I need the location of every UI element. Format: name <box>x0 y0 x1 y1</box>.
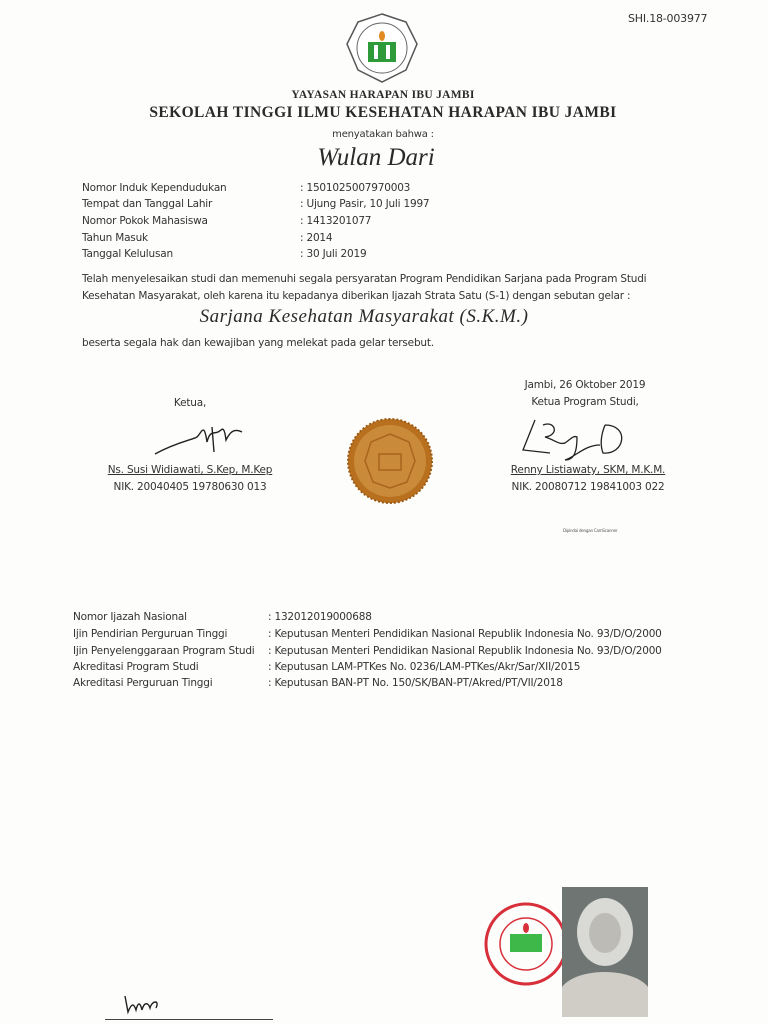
detail-value: : 1501025007970003 <box>300 182 411 194</box>
detail-label: Nomor Pokok Mahasiswa <box>82 215 208 227</box>
registry-label: Nomor Ijazah Nasional <box>73 611 187 623</box>
left-signatory-nik: NIK. 20040405 19780630 013 <box>113 481 267 493</box>
institution-name: SEKOLAH TINGGI ILMU KESEHATAN HARAPAN IBU JAMBI <box>149 104 617 121</box>
registry-value: : Keputusan Menteri Pendidikan Nasional Republik Indonesia No. 93/D/O/2000 <box>268 645 662 657</box>
foundation-name: YAYASAN HARAPAN IBU JAMBI <box>291 89 475 101</box>
detail-value: : 30 Juli 2019 <box>300 248 367 260</box>
statement-line-1: Telah menyelesaikan studi dan memenuhi segala persyaratan Program Pendidikan Sarjana pada Program Studi <box>82 273 647 285</box>
registry-label: Akreditasi Perguruan Tinggi <box>73 677 213 689</box>
registry-value: : Keputusan BAN-PT No. 150/SK/BAN-PT/Akred/PT/VII/2018 <box>268 677 563 689</box>
registry-label: Ijin Pendirian Perguruan Tinggi <box>73 628 228 640</box>
institution-logo <box>344 12 420 89</box>
right-signature <box>515 415 630 470</box>
red-stamp <box>484 902 568 991</box>
declares-text: menyatakan bahwa : <box>332 129 434 140</box>
registry-value: : Keputusan Menteri Pendidikan Nasional Republik Indonesia No. 93/D/O/2000 <box>268 628 662 640</box>
graduate-name: Wulan Dari <box>317 144 435 171</box>
right-signatory-nik: NIK. 20080712 19841003 022 <box>511 481 665 493</box>
degree-title: Sarjana Kesehatan Masyarakat (S.K.M.) <box>199 306 529 327</box>
scanner-note: Dipindai dengan CamScanner <box>563 528 618 533</box>
graduate-photo <box>562 887 648 1017</box>
registry-label: Akreditasi Program Studi <box>73 661 199 673</box>
detail-label: Nomor Induk Kependudukan <box>82 182 227 194</box>
detail-value: : 1413201077 <box>300 215 372 227</box>
detail-label: Tempat dan Tanggal Lahir <box>82 198 213 210</box>
statement-line-2: Kesehatan Masyarakat, oleh karena itu kepadanya diberikan Ijazah Strata Satu (S-1) dengan sebutan gelar : <box>82 290 631 302</box>
serial-number: SHI.18-003977 <box>628 12 708 25</box>
detail-label: Tanggal Kelulusan <box>82 248 173 260</box>
registry-label: Ijin Penyelenggaraan Program Studi <box>73 645 255 657</box>
signature-line <box>105 1019 273 1020</box>
registry-value: : 132012019000688 <box>268 611 372 623</box>
left-signatory-name: Ns. Susi Widiawati, S.Kep, M.Kep <box>107 464 273 476</box>
registry-value: : Keputusan LAM-PTKes No. 0236/LAM-PTKes/Akr/Sar/XII/2015 <box>268 661 581 673</box>
holder-signature <box>120 992 170 1021</box>
left-signature <box>152 412 247 465</box>
detail-value: : Ujung Pasir, 10 Juli 1997 <box>300 198 430 210</box>
detail-value: : 2014 <box>300 232 333 244</box>
gold-seal <box>347 418 433 509</box>
right-signatory-name: Renny Listiawaty, SKM, M.K.M. <box>510 464 666 476</box>
right-signatory-title: Ketua Program Studi, <box>531 396 639 408</box>
detail-label: Tahun Masuk <box>82 232 148 244</box>
rights-text: beserta segala hak dan kewajiban yang melekat pada gelar tersebut. <box>82 337 434 349</box>
place-date: Jambi, 26 Oktober 2019 <box>524 379 646 391</box>
left-signatory-title: Ketua, <box>173 397 207 409</box>
